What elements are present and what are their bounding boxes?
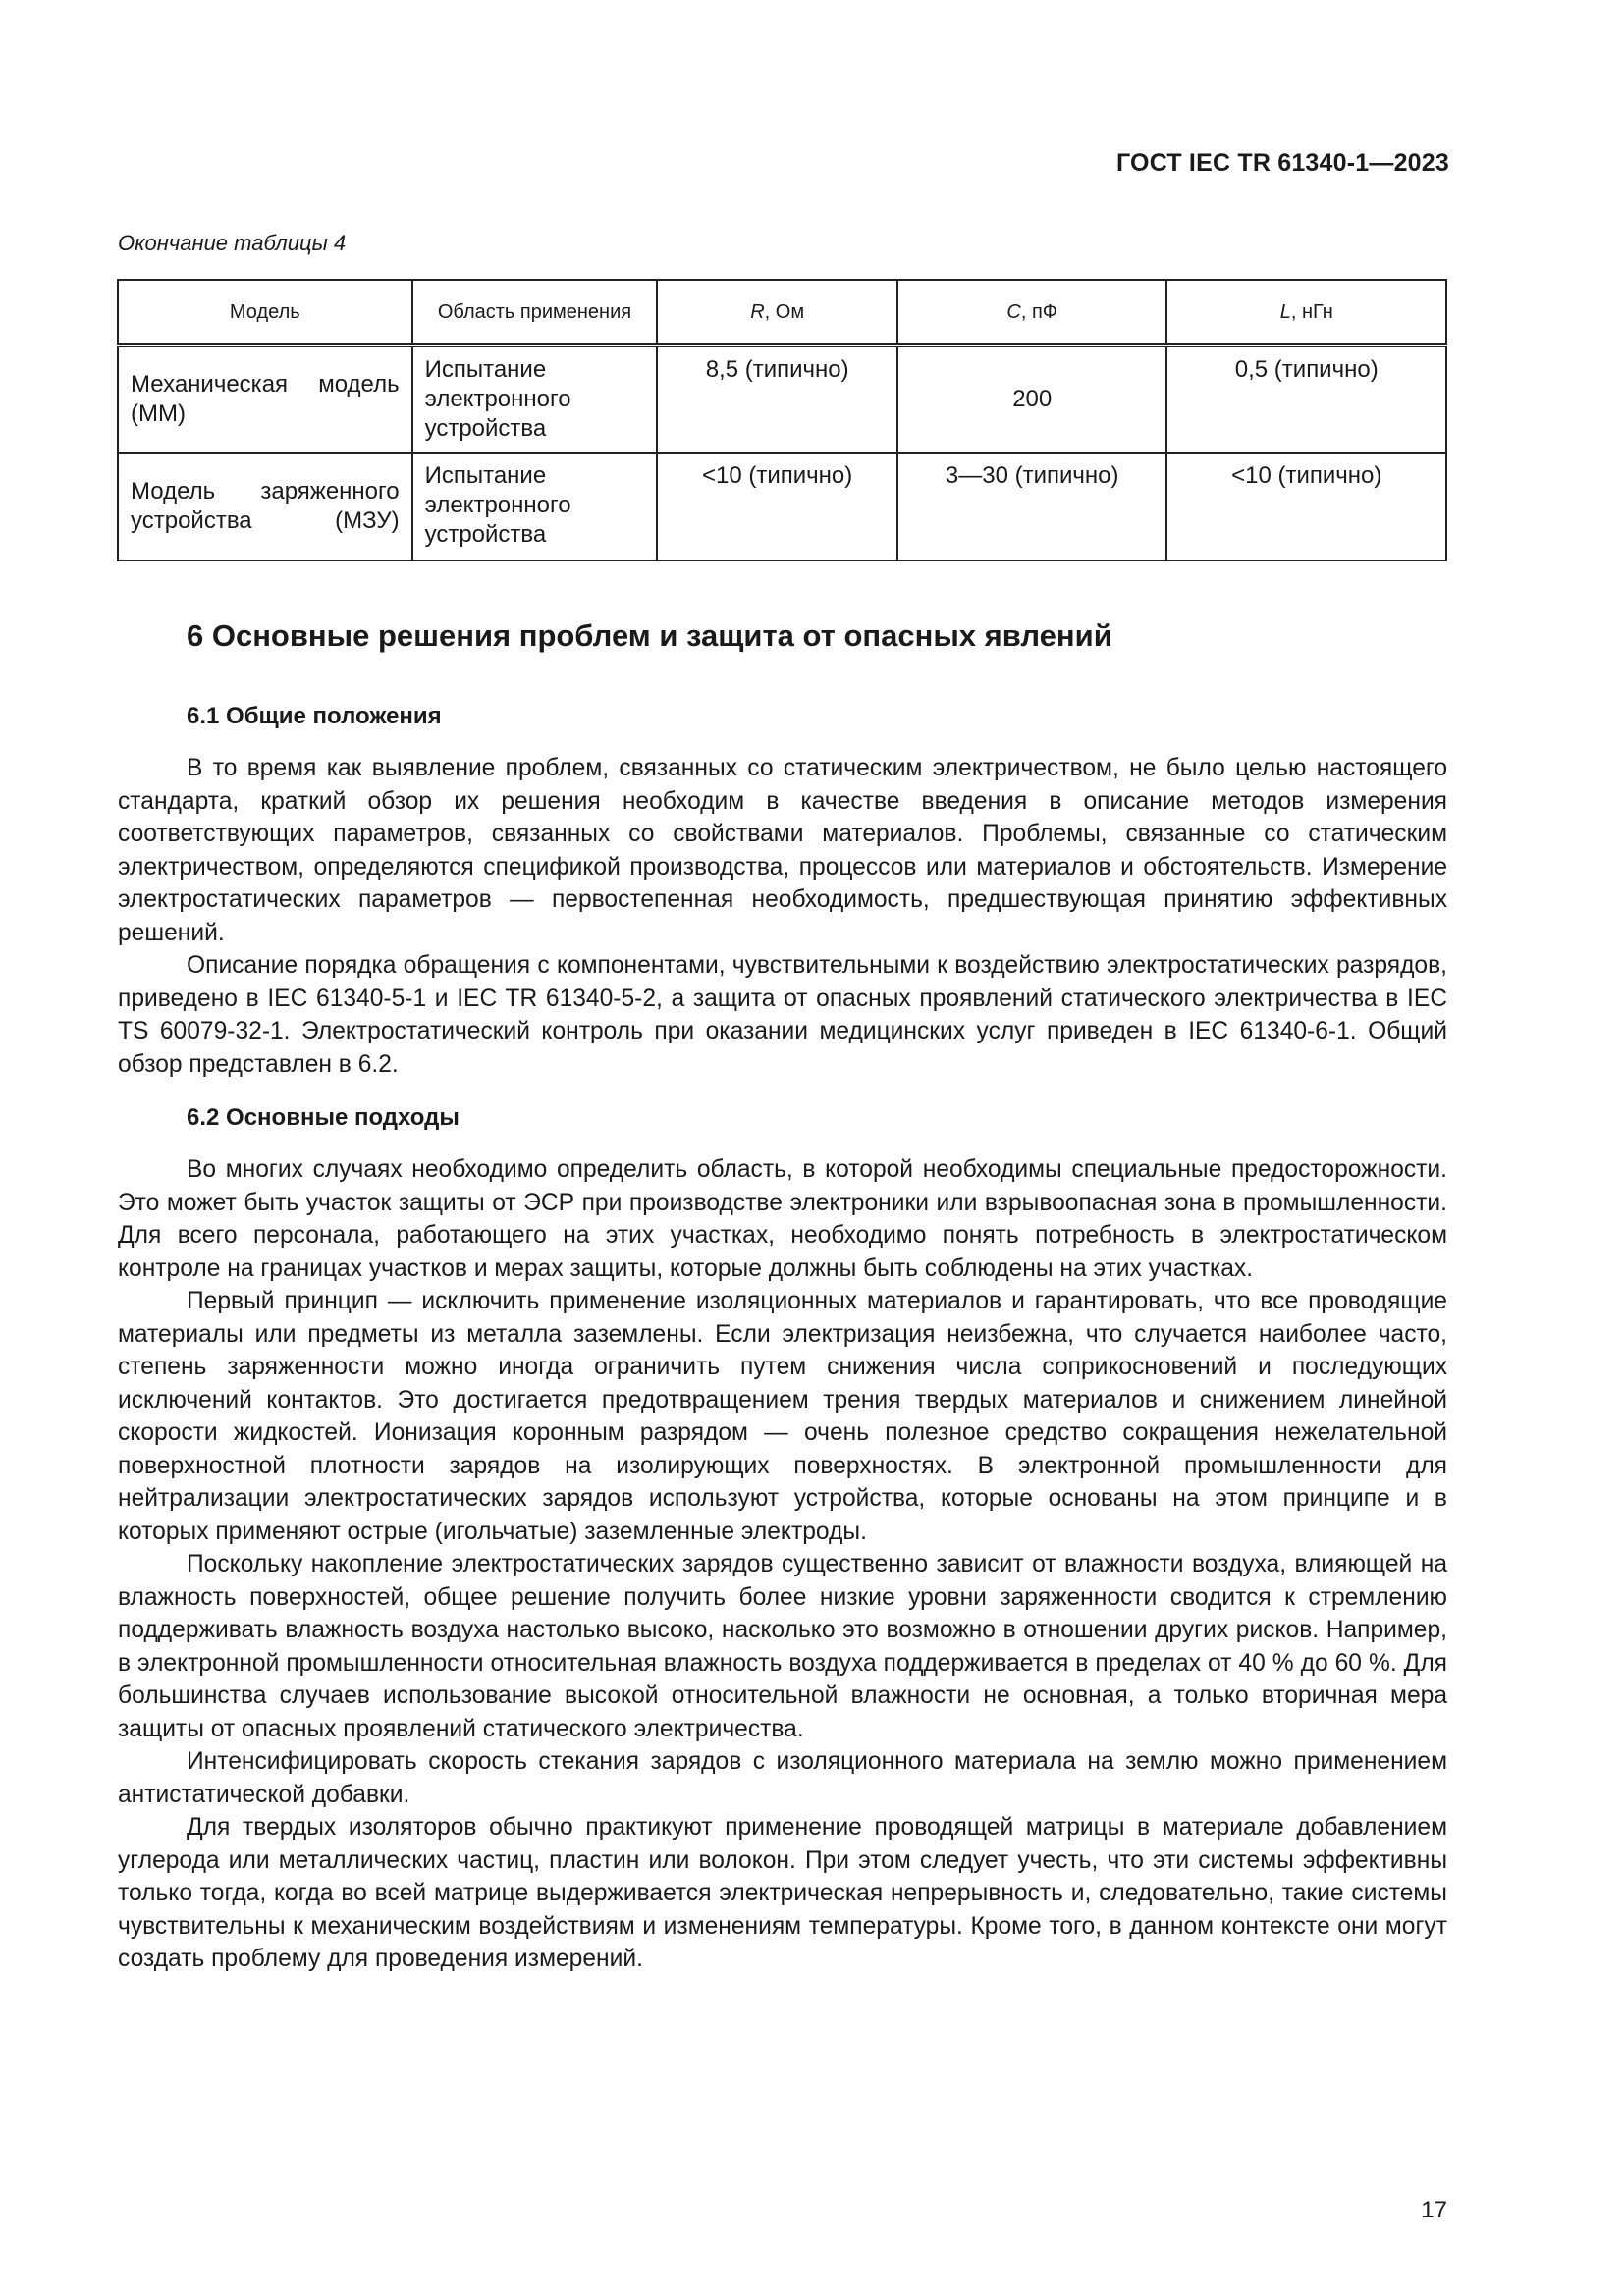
paragraph: Интенсифицировать скорость стекания зарядов с изоляционного материала на землю можно применением антистатической добавки.: [118, 1748, 1447, 1808]
header-inductance: L, нГн: [1166, 280, 1446, 346]
page-number: 17: [1421, 2197, 1447, 2223]
table-header-row: [118, 280, 1446, 346]
header-capacitance: C, пФ: [897, 280, 1167, 346]
paragraph: Первый принцип — исключить применение изоляционных материалов и гарантировать, что все проводящие материалы или предметы из металла заземлены. Если электризация неизбежна, что случается наиболее часто, степень заряженности можно иногда ограничить путем снижения числа соприкосновений и последующих исключений контактов. Это достигается предотвращением трения твердых материалов и снижением линейной скорости жидкостей. Ионизация коронным разрядом — очень полезное средство сокращения нежелательной поверхностной плотности зарядов на изолирующих поверхностях. В электронной промышленности для нейтрализации электростатических зарядов используют устройства, которые основаны на этом принципе и в которых применяют острые (игольчатые) заземленные электроды.: [118, 1288, 1447, 1545]
cell-model: Модель заряженного устройства (МЗУ): [118, 453, 412, 561]
cell-resistance: 8,5 (типично): [657, 346, 897, 454]
table-row: [118, 346, 1446, 454]
cell-application: Испытание электронного устройства: [412, 453, 658, 561]
table-caption: Окончание таблицы 4: [118, 231, 347, 255]
paragraph: В то время как выявление проблем, связанных со статическим электричеством, не было целью настоящего стандарта, краткий обзор их решения необходим в качестве введения в описание методов измерения соответствующих параметров, связанных со свойствами материалов. Проблемы, связанные со статическим электричеством, определяются спецификой производства, процессов или материалов и обстоятельств. Измерение электростатических параметров — первостепенная необходимость, предшествующая принятию эффективных решений.: [118, 755, 1447, 946]
paragraph: Описание порядка обращения с компонентами, чувствительными к воздействию электростатических разрядов, приведено в IEC 61340-5-1 и IEC TR 61340-5-2, а защита от опасных проявлений статического электричества в IEC TS 60079-32-1. Электростатический контроль при оказании медицинских услуг приведен в IEC 61340-6-1. Общий обзор представлен в 6.2.: [118, 952, 1447, 1078]
subsection-6-2-body: [118, 1153, 1447, 1976]
document-code: ГОСТ IEC TR 61340-1—2023: [1116, 149, 1449, 177]
cell-inductance: <10 (типично): [1166, 453, 1446, 561]
subsection-6-1-body: [118, 752, 1447, 1081]
header-resistance: R, Ом: [657, 280, 897, 346]
cell-inductance: 0,5 (типично): [1166, 346, 1446, 454]
section-heading: 6 Основные решения проблем и защита от опасных явлений: [187, 618, 1112, 653]
header-application: Область применения: [412, 280, 658, 346]
table-row: [118, 453, 1446, 561]
cell-model: Механическая модель (ММ): [118, 346, 412, 454]
header-model: Модель: [118, 280, 412, 346]
cell-application: Испытание электронного устройства: [412, 346, 658, 454]
paragraph: Поскольку накопление электростатических зарядов существенно зависит от влажности воздуха, влияющей на влажность поверхностей, общее решение получить более низкие уровни заряженности сводится к стремлению поддерживать влажность воздуха настолько высоко, насколько это возможно в отношении других рисков. Например, в электронной промышленности относительная влажность воздуха поддерживается в пределах от 40 % до 60 %. Для большинства случаев использование высокой относительной влажности не основная, а только вторичная мера защиты от опасных проявлений статического электричества.: [118, 1551, 1447, 1742]
cell-capacitance: 200: [897, 346, 1167, 454]
subsection-heading-6-1: 6.1 Общие положения: [187, 703, 442, 729]
paragraph: Во многих случаях необходимо определить область, в которой необходимы специальные предосторожности. Это может быть участок защиты от ЭСР при производстве электроники или взрывоопасная зона в промышленности. Для всего персонала, работающего на этих участках, необходимо понять потребность в электростатическом контроле на границах участков и мерах защиты, которые должны быть соблюдены на этих участках.: [118, 1156, 1447, 1282]
cell-resistance: <10 (типично): [657, 453, 897, 561]
paragraph: Для твердых изоляторов обычно практикуют применение проводящей матрицы в материале добавлением углерода или металлических частиц, пластин или волокон. При этом следует учесть, что эти системы эффективны только тогда, когда во всей матрице выдерживается электрическая непрерывность и, следовательно, такие системы чувствительны к механическим воздействиям и изменениям температуры. Кроме того, в данном контексте они могут создать проблему для проведения измерений.: [118, 1814, 1447, 1972]
parameters-table: [117, 279, 1447, 561]
subsection-heading-6-2: 6.2 Основные подходы: [187, 1104, 460, 1131]
cell-capacitance: 3—30 (типично): [897, 453, 1167, 561]
